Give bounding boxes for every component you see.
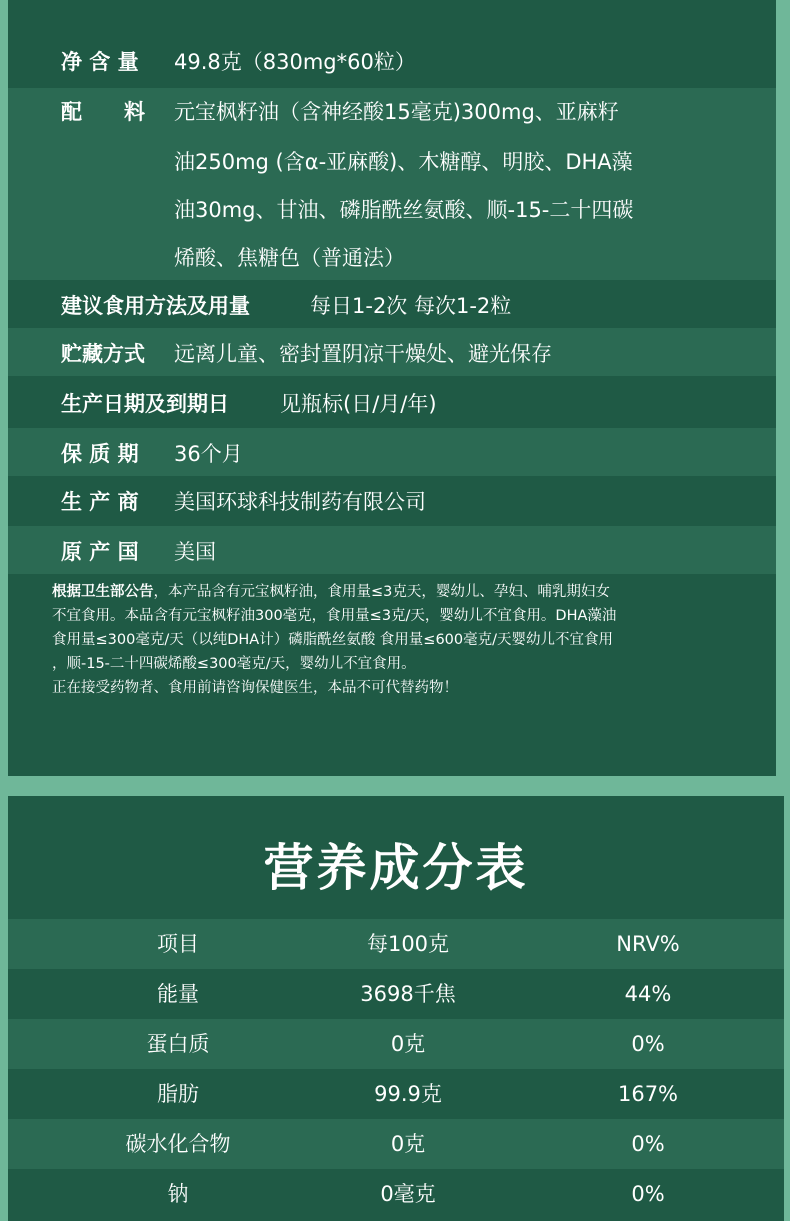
- header-per100: 每100克: [366, 932, 450, 956]
- row-per100: 0毫克: [380, 1182, 436, 1206]
- row-nrv: 0%: [631, 1182, 665, 1206]
- notice-bold-prefix: 根据卫生部公告: [52, 584, 154, 600]
- row-origin: [8, 526, 776, 574]
- row-item: 钠: [167, 1182, 189, 1206]
- table-row: [8, 1169, 784, 1219]
- header-item: 项目: [157, 932, 199, 956]
- notice-line-3: 食用量≤300毫克/天（以纯DHA计）磷脂酰丝氨酸 食用量≤600毫克/天婴幼儿不宜食用: [52, 632, 614, 648]
- nutrition-table: [8, 919, 784, 1219]
- row-per100: 3698千焦: [360, 982, 456, 1006]
- dates-label: 生产日期及到期日: [61, 392, 229, 416]
- table-row: [8, 969, 784, 1019]
- ingredients-line-1: 元宝枫籽油（含神经酸15毫克)300mg、亚麻籽: [174, 100, 619, 124]
- ingredients-line-4: 烯酸、焦糖色（普通法）: [174, 246, 405, 270]
- net-content-label: 净 含 量: [61, 50, 139, 74]
- row-item: 蛋白质: [146, 1032, 210, 1056]
- row-per100: 0克: [390, 1032, 426, 1056]
- row-shelf-life: [8, 428, 776, 476]
- usage-label: 建议食用方法及用量: [61, 294, 250, 318]
- storage-label: 贮藏方式: [61, 342, 145, 366]
- ingredients-line-2: 油250mg (含α-亚麻酸)、木糖醇、明胶、DHA藻: [174, 150, 633, 174]
- origin-label: 原 产 国: [61, 540, 139, 564]
- row-dates: [8, 376, 776, 428]
- dates-value: 见瓶标(日/月/年): [280, 392, 437, 416]
- row-nrv: 0%: [631, 1132, 665, 1156]
- manufacturer-label: 生 产 商: [61, 490, 139, 514]
- row-per100: 0克: [390, 1132, 426, 1156]
- ingredients-line-3: 油30mg、甘油、磷脂酰丝氨酸、顺-15-二十四碳: [174, 198, 634, 222]
- table-row: [8, 1019, 784, 1069]
- row-nrv: 0%: [631, 1032, 665, 1056]
- health-notice: [52, 580, 772, 700]
- row-nrv: 44%: [624, 982, 672, 1006]
- row-nrv: 167%: [617, 1082, 679, 1106]
- row-manufacturer: [8, 476, 776, 526]
- notice-line-2: 不宜食用。本品含有元宝枫籽油300毫克，食用量≤3克/天，婴幼儿不宜食用。DHA藻油: [52, 608, 617, 624]
- table-row: [8, 1119, 784, 1169]
- shelf-life-label: 保 质 期: [61, 442, 139, 466]
- table-row: [8, 1069, 784, 1119]
- origin-value: 美国: [174, 540, 216, 564]
- row-usage: [8, 280, 776, 328]
- header-nrv: NRV%: [616, 932, 680, 956]
- nutrition-header-row: [8, 919, 784, 969]
- storage-value: 远离儿童、密封置阴凉干燥处、避光保存: [174, 342, 552, 366]
- nutrition-title: 营养成分表: [263, 839, 529, 897]
- product-info-panel: [8, 0, 776, 776]
- notice-line-5: 正在接受药物者、食用前请咨询保健医生，本品不可代替药物！: [52, 680, 458, 696]
- shelf-life-value: 36个月: [174, 442, 243, 466]
- row-storage: [8, 328, 776, 376]
- nutrition-panel: [8, 796, 784, 1221]
- usage-value: 每日1-2次 每次1-2粒: [310, 294, 512, 318]
- row-per100: 99.9克: [374, 1082, 442, 1106]
- row-item: 脂肪: [157, 1082, 199, 1106]
- net-content-value: 49.8克（830mg*60粒）: [174, 50, 416, 74]
- row-net-content: [8, 0, 776, 88]
- row-item: 能量: [157, 982, 199, 1006]
- notice-line-1: [52, 580, 772, 604]
- manufacturer-value: 美国环球科技制药有限公司: [174, 490, 426, 514]
- notice-line-4: ，顺-15-二十四碳烯酸≤300毫克/天，婴幼儿不宜食用。: [52, 656, 416, 672]
- row-item: 碳水化合物: [125, 1132, 231, 1156]
- row-ingredients: [8, 88, 776, 280]
- ingredients-label: 配 料: [61, 100, 145, 124]
- notice-line-1-rest: ，本产品含有元宝枫籽油，食用量≤3克天，婴幼儿、孕妇、哺乳期妇女: [153, 584, 610, 600]
